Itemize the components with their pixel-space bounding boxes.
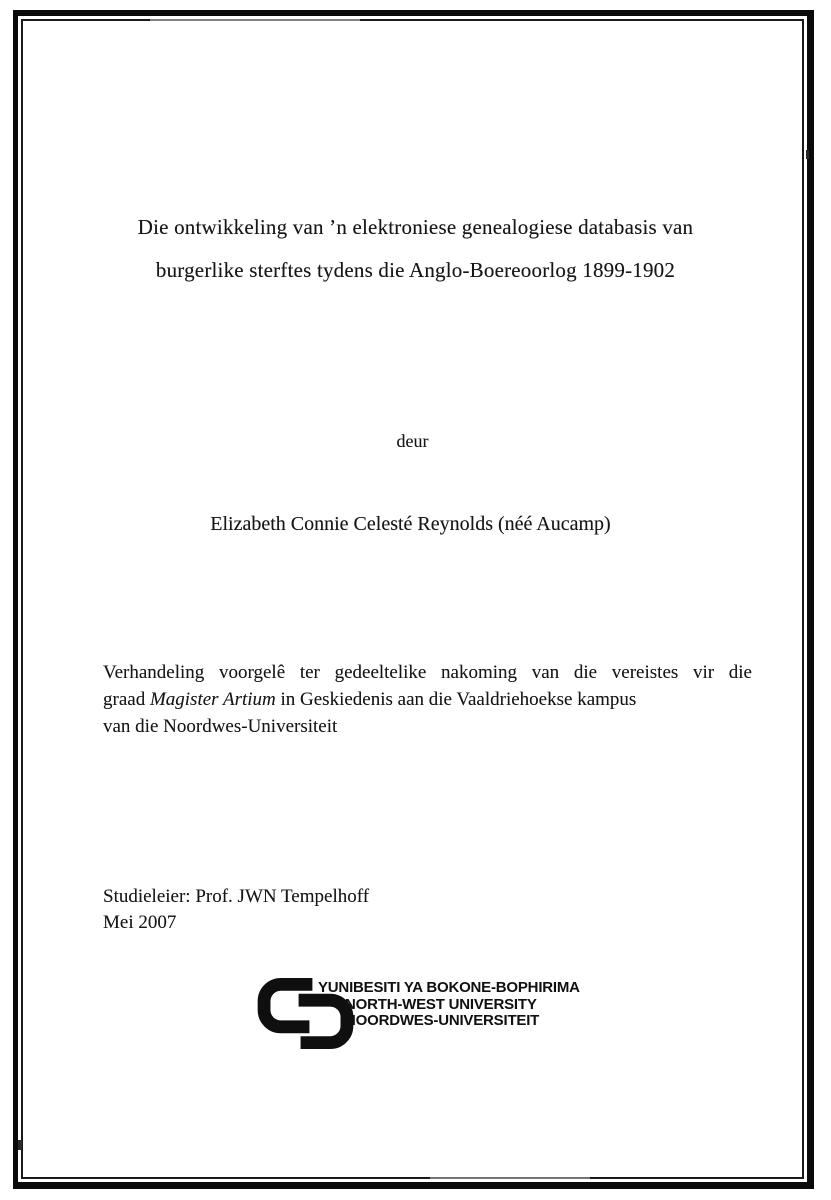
supervisor-block — [103, 884, 369, 936]
author-name: Elizabeth Connie Celesté Reynolds (néé Aucamp) — [210, 513, 611, 535]
statement-degree-name: Magister Artium — [149, 689, 276, 710]
statement-line1: Verhandeling voorgelê ter gedeeltelike nakoming van die vereistes vir die — [103, 662, 752, 683]
statement-line2-post: in Geskiedenis aan die Vaaldriehoekse kampus — [275, 689, 637, 710]
thesis-title-line2: burgerlike sterftes tydens die Anglo-Boereoorlog 1899-1902 — [155, 258, 676, 282]
university-logo-wordmark — [318, 980, 580, 1030]
statement-line2 — [103, 686, 752, 713]
supervisor-line: Studieleier: Prof. JWN Tempelhoff — [103, 886, 370, 907]
scan-artifact — [806, 150, 809, 159]
thesis-title-line1: Die ontwikkeling van ’n elektroniese genealogiese databasis van — [137, 215, 694, 239]
logo-text-afrikaans: NOORDWES-UNIVERSITEIT — [345, 1012, 540, 1029]
scan-artifact — [18, 1140, 22, 1150]
logo-text-english: NORTH-WEST UNIVERSITY — [345, 995, 537, 1013]
scan-artifact — [150, 18, 360, 22]
scan-artifact — [430, 1177, 590, 1181]
statement-line3: van die Noordwes-Universiteit — [103, 716, 338, 737]
statement-line2-pre: graad — [103, 689, 150, 710]
byline-label: deur — [396, 431, 429, 451]
thesis-title — [60, 206, 771, 292]
logo-text-setswana: YUNIBESITI YA BOKONE-BOPHIRIMA — [318, 979, 580, 996]
date-line: Mei 2007 — [103, 912, 177, 933]
university-logo — [257, 976, 587, 1052]
submission-statement — [103, 659, 752, 740]
